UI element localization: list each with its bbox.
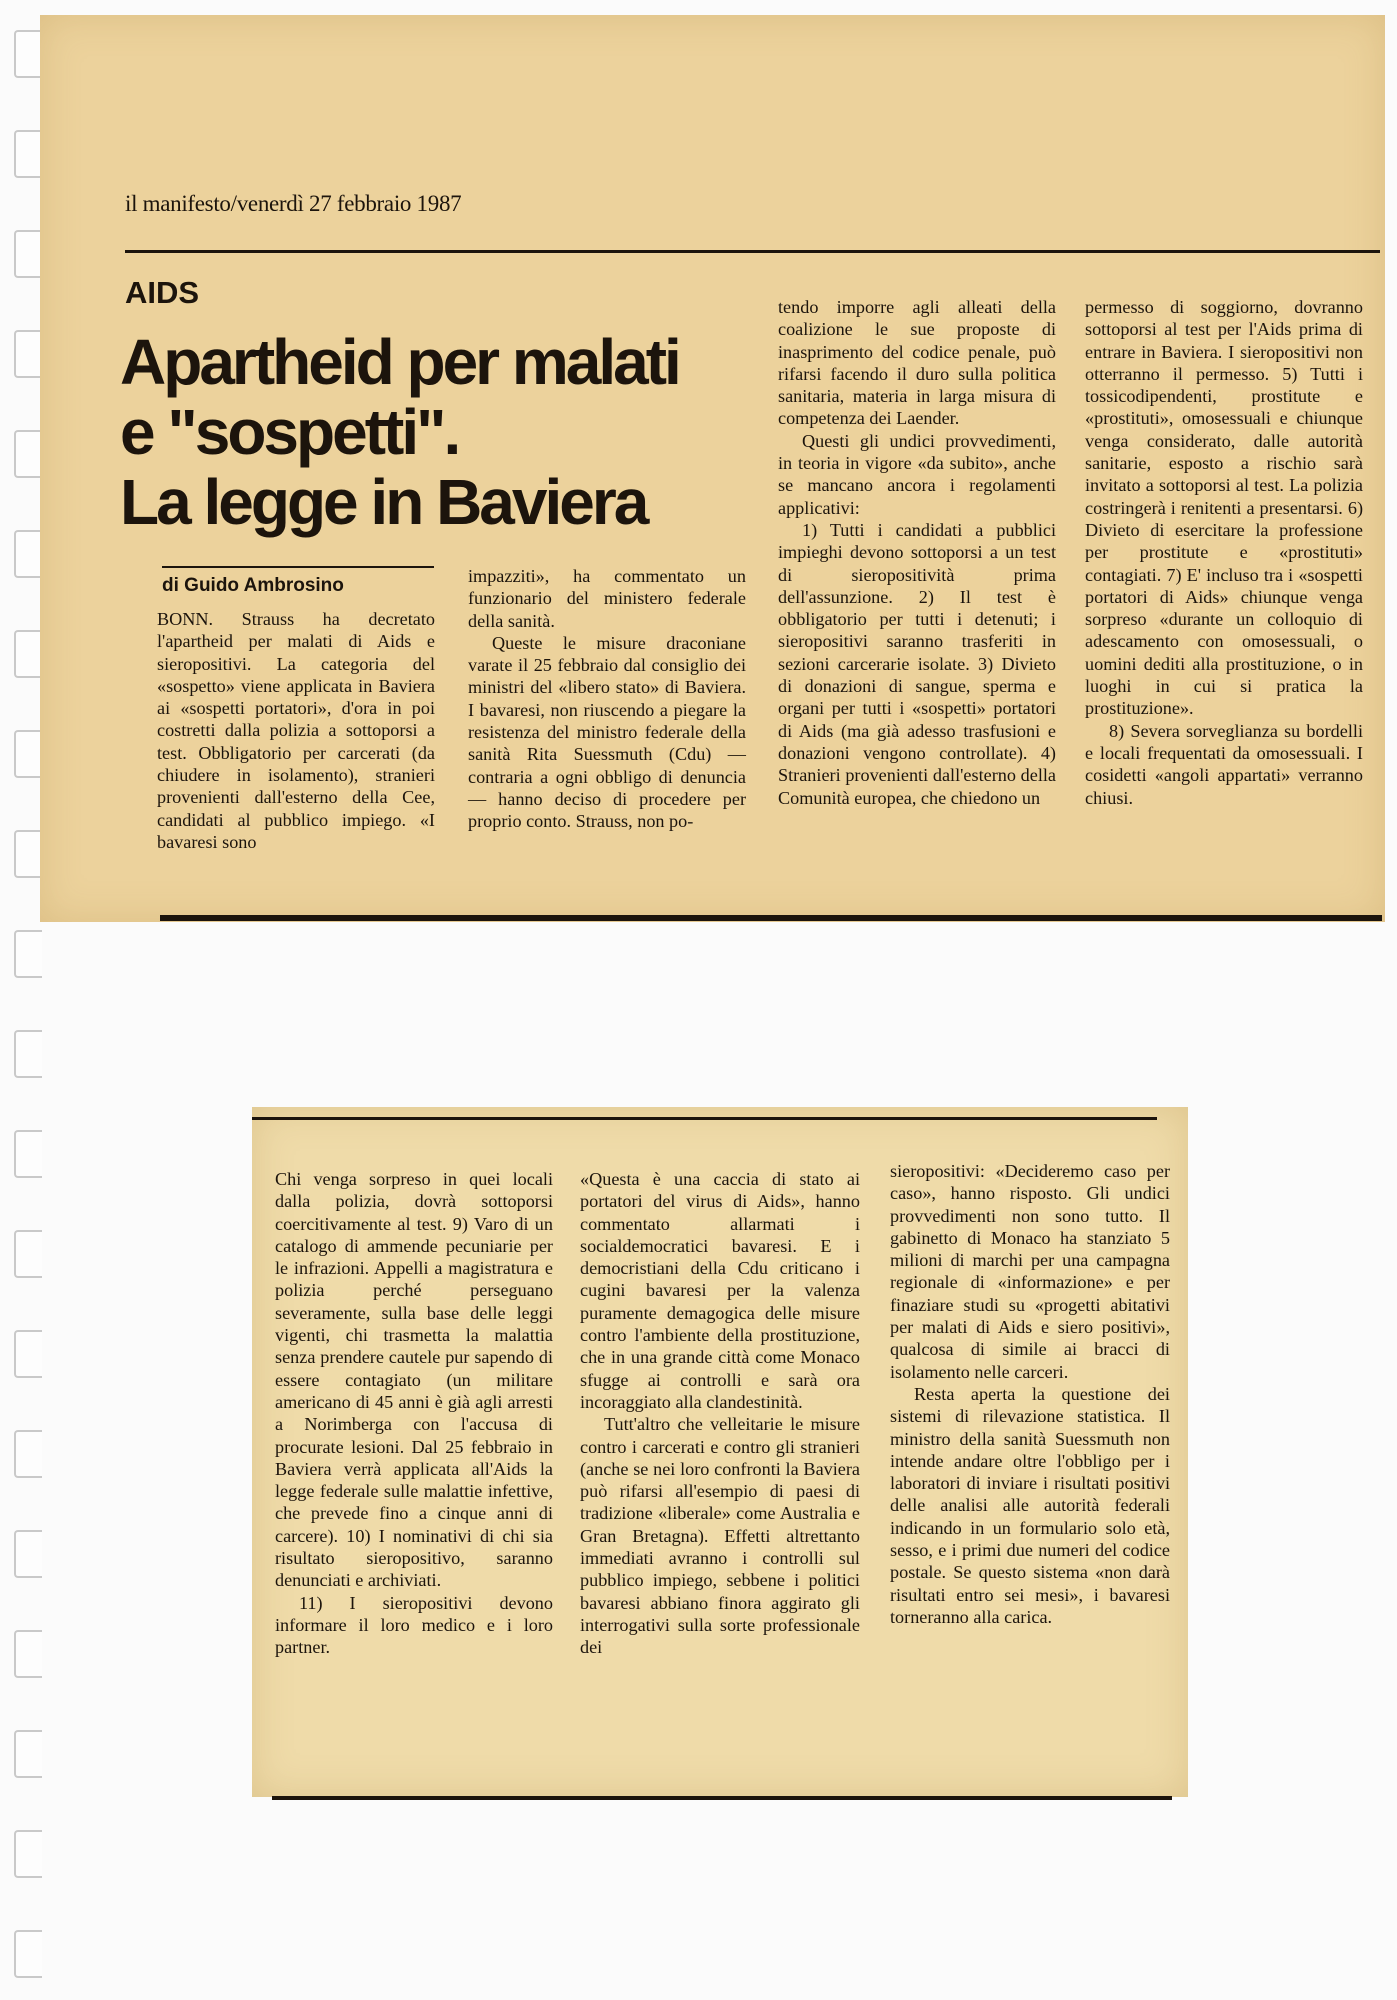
binder-hole [14,30,42,78]
binder-hole [14,1430,42,1478]
article-column-2 [468,565,746,833]
binder-hole [14,1930,42,1978]
binder-hole [14,1030,42,1078]
headline [120,327,740,537]
binder-hole [14,1730,42,1778]
article-column-6 [580,1168,860,1659]
headline-line: Apartheid per malati [120,326,679,398]
binder-hole [14,830,42,878]
binder-hole [14,1130,42,1178]
headline-line: e "sospetti". [120,396,459,468]
kicker: AIDS [125,275,200,310]
paragraph: impazziti», ha commentato un funzionario del ministero federale della sanità. [468,566,746,631]
dateline: il manifesto/venerdì 27 febbraio 1987 [125,191,462,216]
article-column-5 [275,1168,553,1659]
binder-hole [14,1530,42,1578]
article-column-7 [890,1160,1170,1628]
article-column-1 [157,608,435,853]
binder-hole [14,1230,42,1278]
binder-hole [14,430,42,478]
binder-hole [14,130,42,178]
paragraph: Chi venga sorpreso in quei locali dalla polizia, dovrà sottoporsi coercitivamente al test. 9) Varo di un catalogo di ammende pecuniarie per le infrazioni. Appelli a magistratura e polizia perché perseguano severamente, sulla base delle leggi vigenti, chi trasmetta la malattia senza prendere cautele pur sapendo di essere contagiato (un militare americano di 45 anni è già agli arresti a Norimberga con l'accusa di procurate lesioni. Dal 25 febbraio in Baviera verrà applicata all'Aids la legge federale sulle malattie infettive, che prevede fino a cinque anni di carcere). 10) I nominativi di chi sia risultato sieropositivo, saranno denunciati e archiviati. [275,1169,553,1591]
clipping-2-top-rule [252,1117,1157,1120]
binder-hole [14,230,42,278]
binder-hole [14,930,42,978]
header-rule [125,250,1380,253]
article-column-4 [1085,296,1363,809]
article-column-3 [778,296,1056,809]
binder-margin [0,0,40,2000]
binder-hole [14,1630,42,1678]
paragraph: permesso di soggiorno, dovranno sottoporsi al test per l'Aids prima di entrare in Baviera. I sieropositivi non otterranno il permesso. 5) Tutti i tossicodipendenti, prostitute e «prostituti», omosessuali e chiunque venga considerato, dalle autorità sanitarie, esposto a rischio sarà invitato a sottoporsi al test. La polizia costringerà i renitenti a presentarsi. 6) Divieto di esercitare la professione per prostitute e «prostituti» contagiati. 7) E' incluso tra i «sospetti portatori di Aids» chiunque venga sorpreso «durante un colloquio di adescamento con omosessuali, o uomini dediti alla prostituzione, o in luoghi in cui si pratica la prostituzione». [1085,297,1363,719]
binder-hole [14,330,42,378]
clipping-2-bottom-rule [272,1796,1172,1800]
binder-hole [14,530,42,578]
binder-hole [14,630,42,678]
footer-rule [160,915,1382,921]
paragraph: 8) Severa sorveglianza su bordelli e locali frequentati da omosessuali. I cosidetti «angoli appartati» verranno chiusi. [1085,720,1363,808]
headline-line: La legge in Baviera [120,466,647,538]
byline-rule [162,566,434,568]
binder-hole [14,1330,42,1378]
binder-hole [14,730,42,778]
paragraph: «Questa è una caccia di stato ai portatori del virus di Aids», hanno commentato allarmati i socialdemocratici bavaresi. E i democristiani della Cdu criticano i cugini bavaresi per la valenza puramente demagogica delle misure contro l'ambiente della prostituzione, che in una grande città come Monaco sfugge ai controlli e sarà ora incoraggiato alla clandestinità. [580,1169,860,1412]
paragraph: Tutt'altro che velleitarie le misure contro i carcerati e contro gli stranieri (anche se nei loro confronti la Baviera può rifarsi all'esempio di paesi di tradizione «liberale» come Australia e Gran Bretagna). Effetti altrettanto immediati avranno i controlli sul pubblico impiego, sebbene i politici bavaresi abbiano finora aggirato gli interrogativi sulla sorte professionale dei [580,1414,860,1658]
byline: di Guido Ambrosino [162,575,344,596]
paragraph: 1) Tutti i candidati a pubblici impieghi devono sottoporsi a un test di sieropositività prima dell'assunzione. 2) Il test è obbligatorio per tutti i detenuti; i sieropositivi saranno trasferiti in sezioni carcerarie isolate. 3) Divieto di donazioni di sangue, sperma e organi per tutti i «sospetti» portatori di Aids (ma già adesso trasfusioni e donazioni vengono controllate). 4) Stranieri provenienti dall'esterno della Comunità europea, che chiedono un [778,519,1056,808]
binder-hole [14,1830,42,1878]
paragraph: sieropositivi: «Decideremo caso per caso», hanno risposto. Gli undici provvedimenti non sono tutto. Il gabinetto di Monaco ha stanziato 5 milioni di marchi per una campagna regionale di «informazione» e per finaziare studi su «progetti abitativi per malati di Aids e siero positivi», qualcosa di simile ai bracci di isolamento nelle carceri. [890,1161,1170,1382]
paragraph: Questi gli undici provvedimenti, in teoria in vigore «da subito», anche se mancano ancora i regolamenti applicativi: [778,430,1056,518]
paragraph: BONN. Strauss ha decretato l'apartheid per malati di Aids e sieropositivi. La categoria del «sospetto» viene applicata in Baviera ai «sospetti portatori», d'ora in poi costretti dalla polizia a sottoporsi a test. Obbligatorio per carcerati (da chiudere in isolamento), stranieri provenienti dall'esterno della Cee, candidati al pubblico impiego. «I bavaresi sono [157,609,435,852]
paragraph: 11) I sieropositivi devono informare il loro medico e i loro partner. [275,1592,553,1658]
paragraph: Queste le misure draconiane varate il 25 febbraio dal consiglio dei ministri del «libero stato» di Baviera. I bavaresi, non riuscendo a piegare la resistenza del ministro federale della sanità Rita Suessmuth (Cdu) — contraria a ogni obbligo di denuncia — hanno deciso di procedere per proprio conto. Strauss, non po- [468,632,746,832]
paragraph: Resta aperta la questione dei sistemi di rilevazione statistica. Il ministro della sanità Suessmuth non intende andare oltre l'obbligo per i laboratori di inviare i risultati positivi delle analisi alle autorità federali indicando in un formulario solo età, sesso, e i primi due numeri del codice postale. Se questo sistema «non darà risultati entro sei mesi», i bavaresi torneranno alla carica. [890,1383,1170,1627]
paragraph: tendo imporre agli alleati della coalizione le sue proposte di inasprimento del codice penale, può rifarsi facendo il duro sulla politica sanitaria, materia in larga misura di competenza dei Laender. [778,297,1056,429]
